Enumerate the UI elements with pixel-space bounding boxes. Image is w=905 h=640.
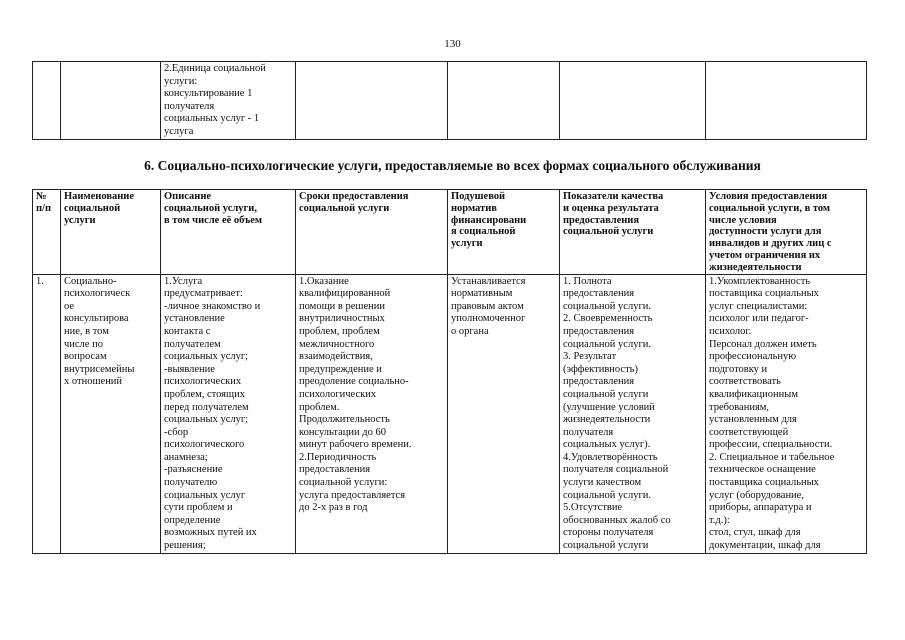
text-line: перед получателем — [164, 401, 249, 413]
text-line: услуг специалистами: — [709, 300, 808, 312]
text-line: консультации до 60 — [299, 426, 386, 438]
text-line: проблем. — [299, 401, 340, 413]
text-line: социальной — [64, 202, 121, 214]
text-line: социальной услуги. — [563, 338, 651, 350]
text-line: жизнедеятельности — [709, 261, 802, 273]
text-line: установление — [164, 313, 225, 325]
text-line: социальной услуги — [299, 202, 390, 214]
text-line: психолог или педагог- — [709, 313, 809, 325]
text-line: определение — [164, 514, 221, 526]
text-line: психологического — [164, 439, 245, 451]
text-line: ое — [64, 300, 75, 312]
text-line: социальной услуги — [563, 226, 654, 238]
text-line: финансировани — [451, 214, 527, 226]
text-line: предоставления — [563, 376, 635, 388]
terms-cell — [296, 274, 448, 553]
text-line: документации, шкаф для — [709, 540, 821, 552]
text-line: Наименование — [64, 191, 134, 202]
text-line: услуги качеством — [563, 477, 642, 489]
text-line: стороны получателя — [563, 527, 654, 539]
text-line: подготовку и — [709, 363, 768, 375]
text-line: нормативным — [451, 288, 513, 300]
text-line: (эффективность) — [563, 363, 638, 375]
header-conditions — [706, 190, 867, 275]
text-line: предоставления — [563, 214, 640, 226]
text-line: норматив — [451, 202, 497, 214]
text-line: 1.Укомплектованность — [709, 275, 811, 287]
text-line: 1.Оказание — [299, 275, 349, 287]
text-line: социальных услуг; — [164, 414, 249, 426]
text-line: -сбор — [164, 426, 189, 438]
text-line: до 2-х раз в год — [299, 502, 368, 514]
header-number — [33, 190, 61, 275]
continued-cell-7 — [706, 62, 867, 140]
text-line: требованиям, — [709, 401, 770, 413]
text-line: социальных услуг — [164, 489, 246, 501]
text-line: услуга предоставляется — [299, 489, 406, 501]
text-line: социальной услуги: — [299, 477, 388, 489]
section-heading: 6. Социально-психологические услуги, предоставляемые во всех формах социального обслуживания — [144, 158, 761, 173]
text-line: 2. Специальное и табельное — [709, 451, 835, 463]
text-line: социальных услуг - 1 — [164, 113, 260, 125]
continued-cell-5 — [448, 62, 560, 140]
text-line: я социальной — [451, 226, 516, 238]
text-line: получателя — [164, 100, 215, 112]
text-line: психологических — [164, 376, 242, 388]
text-line: психолог. — [709, 325, 752, 337]
text-line: консультирование 1 — [164, 88, 253, 100]
continued-cell-unit — [161, 62, 296, 140]
text-line: 2. Своевременность — [563, 313, 653, 325]
description-cell — [161, 274, 296, 553]
text-line: обоснованных жалоб со — [563, 514, 671, 526]
text-line: получателем — [164, 338, 221, 350]
quality-cell — [560, 274, 706, 553]
text-line: о органа — [451, 325, 489, 337]
text-line: предупреждение и — [299, 363, 382, 375]
text-line: п/п — [36, 202, 52, 214]
text-line: -выявление — [164, 363, 215, 375]
text-line: Показатели качества — [563, 191, 664, 202]
text-line: услуги: — [164, 75, 198, 87]
row-number: 1. — [33, 274, 61, 553]
text-line: квалифицированной — [299, 288, 391, 300]
text-line: 2.Периодичность — [299, 451, 377, 463]
text-line: доступности услуги для — [709, 226, 822, 238]
text-line: 5.Отсутствие — [563, 502, 623, 514]
table-row — [33, 274, 867, 553]
text-line: поставщика социальных — [709, 477, 819, 489]
text-line: уполномоченног — [451, 313, 526, 325]
continued-cell-1 — [33, 62, 61, 140]
text-line: -личное знакомство и — [164, 300, 261, 312]
text-line: Подушевой — [451, 191, 506, 202]
text-line: соответствующей — [709, 426, 789, 438]
text-line: услуг (оборудование, — [709, 489, 804, 501]
text-line: анамнеза; — [164, 451, 208, 463]
text-line: техническое оснащение — [709, 464, 816, 476]
text-line: числе условия — [709, 214, 777, 226]
page-number: 130 — [444, 38, 461, 50]
text-line: получателю — [164, 477, 218, 489]
text-line: минут рабочего времени. — [299, 439, 412, 451]
header-service-name — [61, 190, 161, 275]
text-line: 1. Полнота — [563, 275, 612, 287]
text-line: 1.Услуга — [164, 275, 203, 287]
text-line: предусматривает: — [164, 288, 243, 300]
text-line: Продолжительность — [299, 414, 390, 426]
text-line: жизнедеятельности — [563, 414, 651, 426]
text-line: получателя — [563, 426, 614, 438]
text-line: взаимодействия, — [299, 351, 373, 363]
continued-table — [32, 61, 867, 140]
text-line: предоставления — [563, 288, 635, 300]
text-line: услуги — [451, 238, 483, 250]
text-line: социальной услуги. — [563, 300, 651, 312]
text-line: помощи в решении — [299, 300, 385, 312]
text-line: Условия предоставления — [709, 191, 828, 202]
text-line: вопросам — [64, 351, 107, 363]
text-line: поставщика социальных — [709, 288, 819, 300]
text-line: инвалидов и других лиц с — [709, 238, 832, 250]
text-line: получателя социальной — [563, 464, 669, 476]
text-line: сути проблем и — [164, 502, 233, 514]
text-line: ние, в том — [64, 325, 109, 337]
text-line: установленным для — [709, 414, 797, 426]
text-line: социальных услуг; — [164, 351, 249, 363]
text-line: психологическ — [64, 288, 131, 300]
text-line: квалификационным — [709, 388, 798, 400]
text-line: соответствовать — [709, 376, 781, 388]
text-line: стол, стул, шкаф для — [709, 527, 801, 539]
text-line: учетом ограничения их — [709, 249, 821, 261]
text-line: в том числе её объем — [164, 214, 263, 226]
conditions-cell — [706, 274, 867, 553]
services-table — [32, 189, 867, 554]
text-line: возможных путей их — [164, 527, 257, 539]
header-per-capita-norm — [448, 190, 560, 275]
text-line: предоставления — [563, 325, 635, 337]
text-line: внутриличностных — [299, 313, 385, 325]
continued-cell-4 — [296, 62, 448, 140]
text-line: Сроки предоставления — [299, 191, 409, 202]
text-line: социальных услуг). — [563, 439, 651, 451]
text-line: решения; — [164, 540, 206, 552]
header-terms — [296, 190, 448, 275]
text-line: контакта с — [164, 325, 211, 337]
text-line: Устанавливается — [451, 275, 526, 287]
text-line: х отношений — [64, 376, 123, 388]
text-line: проблем, проблем — [299, 325, 380, 337]
text-line: преодоление социально- — [299, 376, 409, 388]
continued-cell-2 — [61, 62, 161, 140]
text-line: Описание — [164, 191, 212, 202]
norm-cell — [448, 274, 560, 553]
text-line: числе по — [64, 338, 103, 350]
text-line: Социально- — [64, 275, 117, 287]
text-line: услуга — [164, 125, 194, 137]
text-line: проблем, стоящих — [164, 388, 245, 400]
text-line: социальной услуги — [563, 540, 649, 552]
text-line: консультирова — [64, 313, 129, 325]
text-line: психологических — [299, 388, 377, 400]
text-line: 4.Удовлетворённость — [563, 451, 658, 463]
text-line: внутрисемейны — [64, 363, 135, 375]
text-line: т.д.): — [709, 514, 730, 526]
text-line: межличностного — [299, 338, 375, 350]
continued-cell-6 — [560, 62, 706, 140]
text-line: правовым актом — [451, 300, 524, 312]
text-line: профессии, специальности. — [709, 439, 833, 451]
text-line: и оценка результата — [563, 202, 659, 214]
text-line: -разъяснение — [164, 464, 223, 476]
text-line: услуги — [64, 214, 96, 226]
text-line: приборы, аппаратура и — [709, 502, 812, 514]
text-line: 3. Результат — [563, 351, 617, 363]
text-line: предоставления — [299, 464, 371, 476]
text-line: социальной услуги — [563, 388, 649, 400]
text-line: социальной услуги. — [563, 489, 651, 501]
header-description — [161, 190, 296, 275]
header-quality-indicators — [560, 190, 706, 275]
service-name-cell — [61, 274, 161, 553]
table-header-row — [33, 190, 867, 275]
text-line: 2.Единица социальной — [164, 63, 266, 74]
text-line: (улучшение условий — [563, 401, 655, 413]
text-line: социальной услуги, — [164, 202, 257, 214]
text-line: Персонал должен иметь — [709, 338, 817, 350]
text-line: социальной услуги, в том — [709, 202, 831, 214]
text-line: № — [36, 191, 47, 202]
text-line: профессиональную — [709, 351, 797, 363]
